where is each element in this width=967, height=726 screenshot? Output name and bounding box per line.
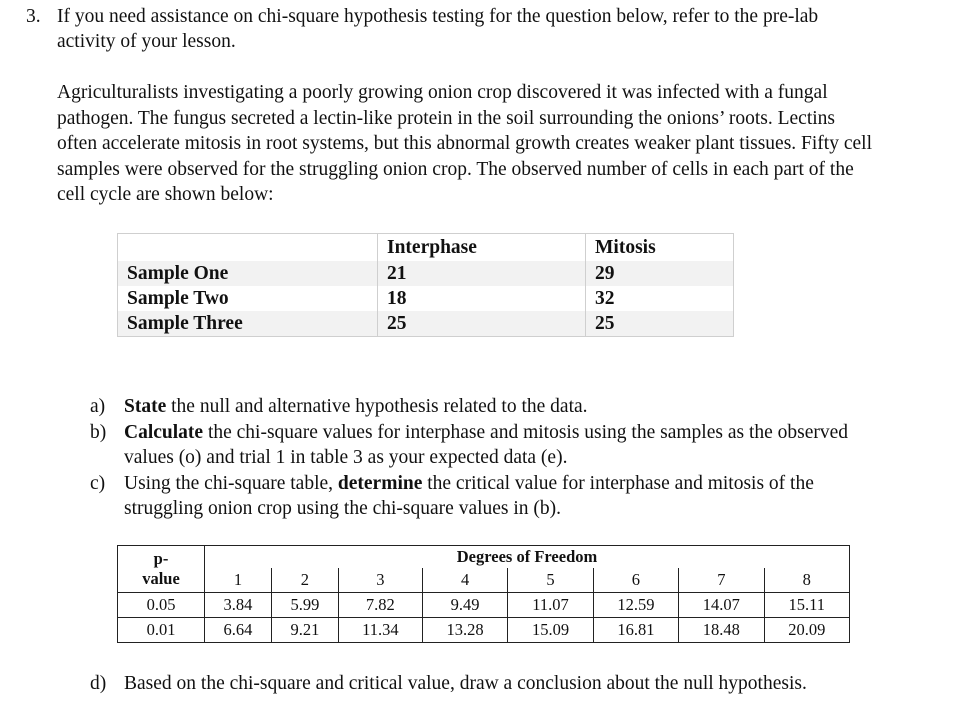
critical-value-cell: 9.21: [271, 618, 338, 643]
dof-cell: 8: [764, 568, 849, 593]
part-text: the chi-square values for interphase and mitosis using the samples as the observed values (o) and trial 1 in table 3 as your expected data (e).: [124, 421, 849, 469]
table-row: [118, 618, 850, 643]
part-text: Using the chi-square table,: [124, 472, 338, 494]
question-number: 3.: [26, 6, 41, 27]
interphase-cell: 21: [378, 261, 586, 286]
row-label: Sample Three: [118, 311, 378, 337]
critical-value-cell: 13.28: [422, 618, 507, 643]
part-keyword: Calculate: [124, 421, 204, 443]
table-row: [118, 568, 850, 593]
interphase-cell: 25: [378, 311, 586, 337]
critical-value-cell: 3.84: [205, 593, 272, 618]
critical-value-cell: 15.09: [508, 618, 593, 643]
part-c: [90, 471, 890, 522]
part-label: a): [90, 396, 106, 417]
pvalue-header: [118, 546, 205, 593]
mitosis-cell: 32: [586, 286, 734, 311]
header-cell: [118, 234, 378, 262]
mitosis-cell: 25: [586, 311, 734, 337]
dof-cell: 3: [338, 568, 422, 593]
header-cell: Mitosis: [586, 234, 734, 262]
critical-value-cell: 5.99: [271, 593, 338, 618]
critical-value-cell: 20.09: [764, 618, 849, 643]
part-text: the critical value for interphase and mitosis of the struggling onion crop using the chi-square values in (b).: [124, 472, 814, 520]
part-label: c): [90, 472, 106, 494]
degrees-of-freedom-header: Degrees of Freedom: [205, 546, 850, 569]
critical-value-cell: 11.34: [338, 618, 422, 643]
row-label: Sample One: [118, 261, 378, 286]
mitosis-cell: 29: [586, 261, 734, 286]
part-label: d): [90, 673, 107, 694]
dof-cell: 4: [422, 568, 507, 593]
critical-value-cell: 9.49: [422, 593, 507, 618]
question-paragraph: Agriculturalists investigating a poorly growing onion crop discovered it was infected with a fungal pathogen. The fungus secreted a lectin-like protein in the soil surrounding the onions’ roots. Lectins often accelerate mitosis in root systems, but this abnormal growth creates weaker plant tissues. Fifty cell samples were observed for the struggling onion crop. The observed number of cells in each part of the cell cycle are shown below:: [57, 82, 872, 206]
table-row: [118, 286, 734, 311]
part-label: b): [90, 421, 107, 443]
interphase-cell: 18: [378, 286, 586, 311]
pvalue-cell: 0.05: [118, 593, 205, 618]
part-d: [90, 671, 890, 697]
table-header-row: [118, 234, 734, 262]
dof-cell: 5: [508, 568, 593, 593]
critical-value-cell: 18.48: [679, 618, 764, 643]
table-row: [118, 261, 734, 286]
part-b: [90, 420, 890, 471]
question-intro-text: If you need assistance on chi-square hypothesis testing for the question below, refer to the pre-lab activity of your lesson.: [57, 6, 819, 52]
part-a: [90, 394, 890, 420]
part-d-item: [90, 671, 890, 697]
part-text: Based on the chi-square and critical value, draw a conclusion about the null hypothesis.: [124, 673, 807, 694]
critical-value-cell: 7.82: [338, 593, 422, 618]
part-text: the null and alternative hypothesis related to the data.: [166, 396, 588, 417]
critical-value-cell: 16.81: [593, 618, 678, 643]
pvalue-header-line2: value: [142, 569, 180, 588]
chi-square-critical-table: [117, 545, 850, 643]
table-row: [118, 311, 734, 337]
pvalue-header-line1: p-: [153, 549, 169, 568]
critical-value-cell: 15.11: [764, 593, 849, 618]
row-label: Sample Two: [118, 286, 378, 311]
critical-value-cell: 14.07: [679, 593, 764, 618]
dof-cell: 7: [679, 568, 764, 593]
part-keyword: determine: [337, 472, 423, 494]
critical-value-cell: 6.64: [205, 618, 272, 643]
part-keyword: State: [124, 396, 167, 417]
observed-cells-table: [117, 233, 734, 337]
question-parts: [90, 394, 890, 522]
dof-cell: 6: [593, 568, 678, 593]
critical-value-cell: 11.07: [508, 593, 593, 618]
table-row: [118, 546, 850, 569]
dof-cell: 1: [205, 568, 272, 593]
dof-cell: 2: [271, 568, 338, 593]
table-row: [118, 593, 850, 618]
critical-value-cell: 12.59: [593, 593, 678, 618]
header-cell: Interphase: [378, 234, 586, 262]
pvalue-cell: 0.01: [118, 618, 205, 643]
